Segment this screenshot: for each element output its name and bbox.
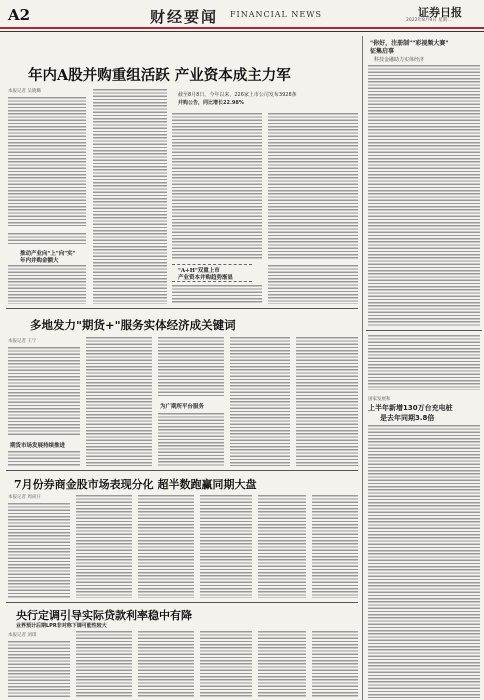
mid-byline: 本报记者 王宁 — [8, 339, 37, 344]
sidebar-news-sub: 是去年同期3.8倍 — [380, 414, 435, 422]
section-title-en: FINANCIAL NEWS — [230, 10, 322, 19]
mid-body-col-5 — [296, 336, 358, 466]
lead-stats-2: 并购公告，同比增长22.98% — [178, 100, 244, 106]
mid-headline: 多地发力"期货+"服务实体经济成关键词 — [30, 318, 236, 332]
sidebar-rule — [366, 330, 482, 331]
mid-body-col-1 — [8, 346, 80, 436]
bottom-body-col-2 — [76, 630, 132, 698]
header-rule-thin — [0, 31, 484, 32]
section-title: 财经要闻 — [150, 8, 219, 26]
lead-body-col-1b — [8, 232, 86, 244]
lead-byline: 本报记者 吴晓璐 — [8, 89, 41, 94]
lead-stats-1: 截至8月8日，今年以来，226家上市公司发布3928条 — [178, 92, 297, 98]
mid-bottom-rule — [6, 470, 358, 471]
bottom-body-col-4 — [200, 630, 252, 698]
lead-body-col-3b — [172, 284, 262, 304]
lead-pullquote-2: 产业资本并购趋势渐显 — [178, 275, 234, 281]
stock-body-col-5 — [258, 494, 306, 598]
bottom-body-col-1 — [8, 640, 70, 698]
stock-body-col-6 — [312, 494, 358, 598]
lead-body-col-1 — [8, 96, 86, 226]
lead-subhead-1b: 年内并购金额大 — [20, 258, 59, 264]
sidebar-body-3 — [368, 424, 480, 698]
sidebar-subtitle: 征集启事 — [370, 48, 395, 55]
bottom-body-col-5 — [258, 630, 306, 698]
stock-bottom-rule — [6, 602, 358, 603]
sidebar-intro: 科技金融助力实体经济 — [374, 57, 425, 63]
stock-body-col-2 — [76, 494, 132, 598]
lead-body-col-2 — [93, 88, 167, 304]
mid-body-col-2 — [86, 336, 152, 466]
sidebar-news-title: 上半年新增130万台充电桩 — [368, 404, 453, 412]
bottom-headline: 央行定调引导实际贷款利率稳中有降 — [16, 609, 192, 622]
bottom-byline: 本报记者 刘琪 — [8, 633, 37, 638]
mid-body-col-4 — [230, 336, 290, 466]
sidebar-body-1 — [368, 64, 480, 326]
header-rule — [0, 27, 484, 29]
sidebar-news-tag: 国家发展和 — [368, 397, 391, 402]
mid-subhead: 为广期所平台服务 — [160, 404, 205, 410]
masthead-logo: 证券日报 — [418, 6, 462, 19]
stock-body-col-4 — [200, 494, 252, 598]
stock-headline: 7月份券商金股市场表现分化 超半数跑赢同期大盘 — [14, 478, 257, 491]
sidebar-body-2 — [368, 334, 480, 390]
bottom-subheadline: 业界预计后期LPR非对称下调可能性较大 — [16, 623, 107, 629]
sidebar-title: "你好，注册制""彩视频大赛" — [370, 40, 449, 47]
lead-body-col-1c — [8, 264, 86, 304]
lead-body-col-3 — [172, 112, 262, 260]
stock-body-col-1 — [8, 502, 70, 598]
issue-date: 2022年8月9日 星期二 — [406, 18, 452, 23]
mid-side-subhead: 期货市场发展持续推进 — [10, 443, 66, 449]
bottom-body-col-6 — [312, 630, 358, 698]
bottom-body-col-3 — [138, 630, 194, 698]
mid-body-col-1b — [8, 450, 80, 466]
page-number: A2 — [8, 6, 31, 24]
lead-body-col-4 — [268, 112, 358, 260]
sidebar-divider — [362, 36, 363, 700]
mid-body-col-3 — [158, 336, 224, 396]
lead-pullquote-box — [172, 264, 252, 282]
lead-body-col-4b — [268, 264, 358, 304]
stock-byline: 本报记者 周尚仔 — [8, 495, 41, 500]
stock-body-col-3 — [138, 494, 194, 598]
lead-bottom-rule — [6, 308, 358, 309]
lead-pullquote-1: "A+H"双重上市 — [178, 268, 220, 274]
lead-subhead-1: 推动产业向"上"向"实" — [20, 251, 76, 257]
lead-headline: 年内A股并购重组活跃 产业资本成主力军 — [28, 67, 291, 84]
mid-body-col-3b — [158, 412, 224, 466]
